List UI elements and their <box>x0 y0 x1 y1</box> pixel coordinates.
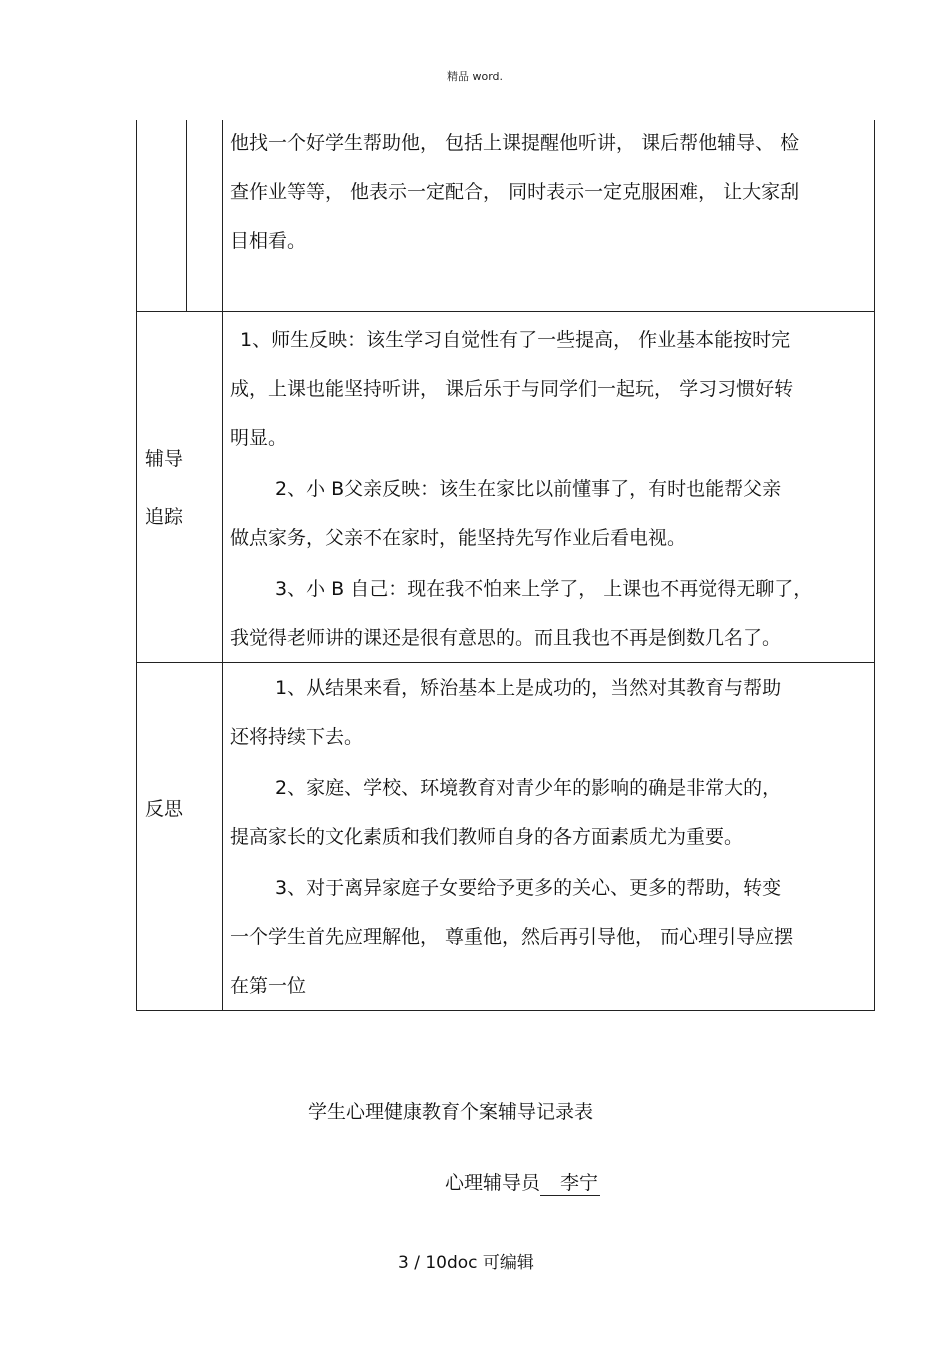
text-line: 3、小 B 自己：现在我不怕来上学了， 上课也不再觉得无聊了， <box>275 578 813 600</box>
table-row-divider <box>136 311 875 312</box>
reflection-item-1 <box>230 664 781 762</box>
text-line: 在第一位 <box>230 975 307 997</box>
reflection-item-2 <box>230 764 781 862</box>
tracking-item-3 <box>230 565 812 663</box>
text-line: 提高家长的文化素质和我们教师自身的各方面素质尤为重要。 <box>230 826 744 848</box>
page-footer: 3 / 10doc 可编辑 <box>398 1253 534 1273</box>
tracking-label-line: 辅导 <box>145 448 184 470</box>
reflection-label: 反思 <box>145 798 184 820</box>
text-line: 2、家庭、学校、环境教育对青少年的影响的确是非常大的， <box>275 777 782 799</box>
continued-paragraph <box>230 119 799 266</box>
text-line: 1、从结果来看，矫治基本上是成功的，当然对其教育与帮助 <box>275 677 782 699</box>
page-header: 精品 word. <box>446 70 504 83</box>
counselor-label: 心理辅导员 <box>445 1172 541 1194</box>
text-line: 一个学生首先应理解他， 尊重他，然后再引导他， 而心理引导应摆 <box>230 926 794 948</box>
text-line: 做点家务，父亲不在家时，能坚持先写作业后看电视。 <box>230 527 687 549</box>
reflection-item-3 <box>230 864 793 1011</box>
table-inner-divider <box>186 120 187 311</box>
text-line: 他找一个好学生帮助他， 包括上课提醒他听讲， 课后帮他辅导、 检 <box>230 132 800 154</box>
text-line: 查作业等等， 他表示一定配合， 同时表示一定克服困难， 让大家刮 <box>230 181 800 203</box>
tracking-item-1 <box>230 316 794 463</box>
table-border-left <box>136 120 137 1011</box>
text-line: 3、对于离异家庭子女要给予更多的关心、更多的帮助，转变 <box>275 877 782 899</box>
counselor-name: 李宁 <box>540 1168 600 1196</box>
text-line: 还将持续下去。 <box>230 726 364 748</box>
tracking-item-2 <box>230 465 781 563</box>
tracking-label <box>145 430 183 546</box>
table-border-right <box>874 120 875 1011</box>
text-line: 目相看。 <box>230 230 307 252</box>
text-line: 1、师生反映：该生学习自觉性有了一些提高， 作业基本能按时完 <box>240 329 791 351</box>
text-line: 成，上课也能坚持听讲， 课后乐于与同学们一起玩， 学习习惯好转 <box>230 378 794 400</box>
table-column-divider <box>222 120 223 1011</box>
text-line: 我觉得老师讲的课还是很有意思的。而且我也不再是倒数几名了。 <box>230 627 782 649</box>
text-line: 明显。 <box>230 427 288 449</box>
form-title: 学生心理健康教育个案辅导记录表 <box>308 1101 594 1123</box>
counselor-line <box>445 1168 600 1196</box>
tracking-label-line: 追踪 <box>145 506 184 528</box>
text-line: 2、小 B父亲反映：该生在家比以前懂事了，有时也能帮父亲 <box>275 478 782 500</box>
